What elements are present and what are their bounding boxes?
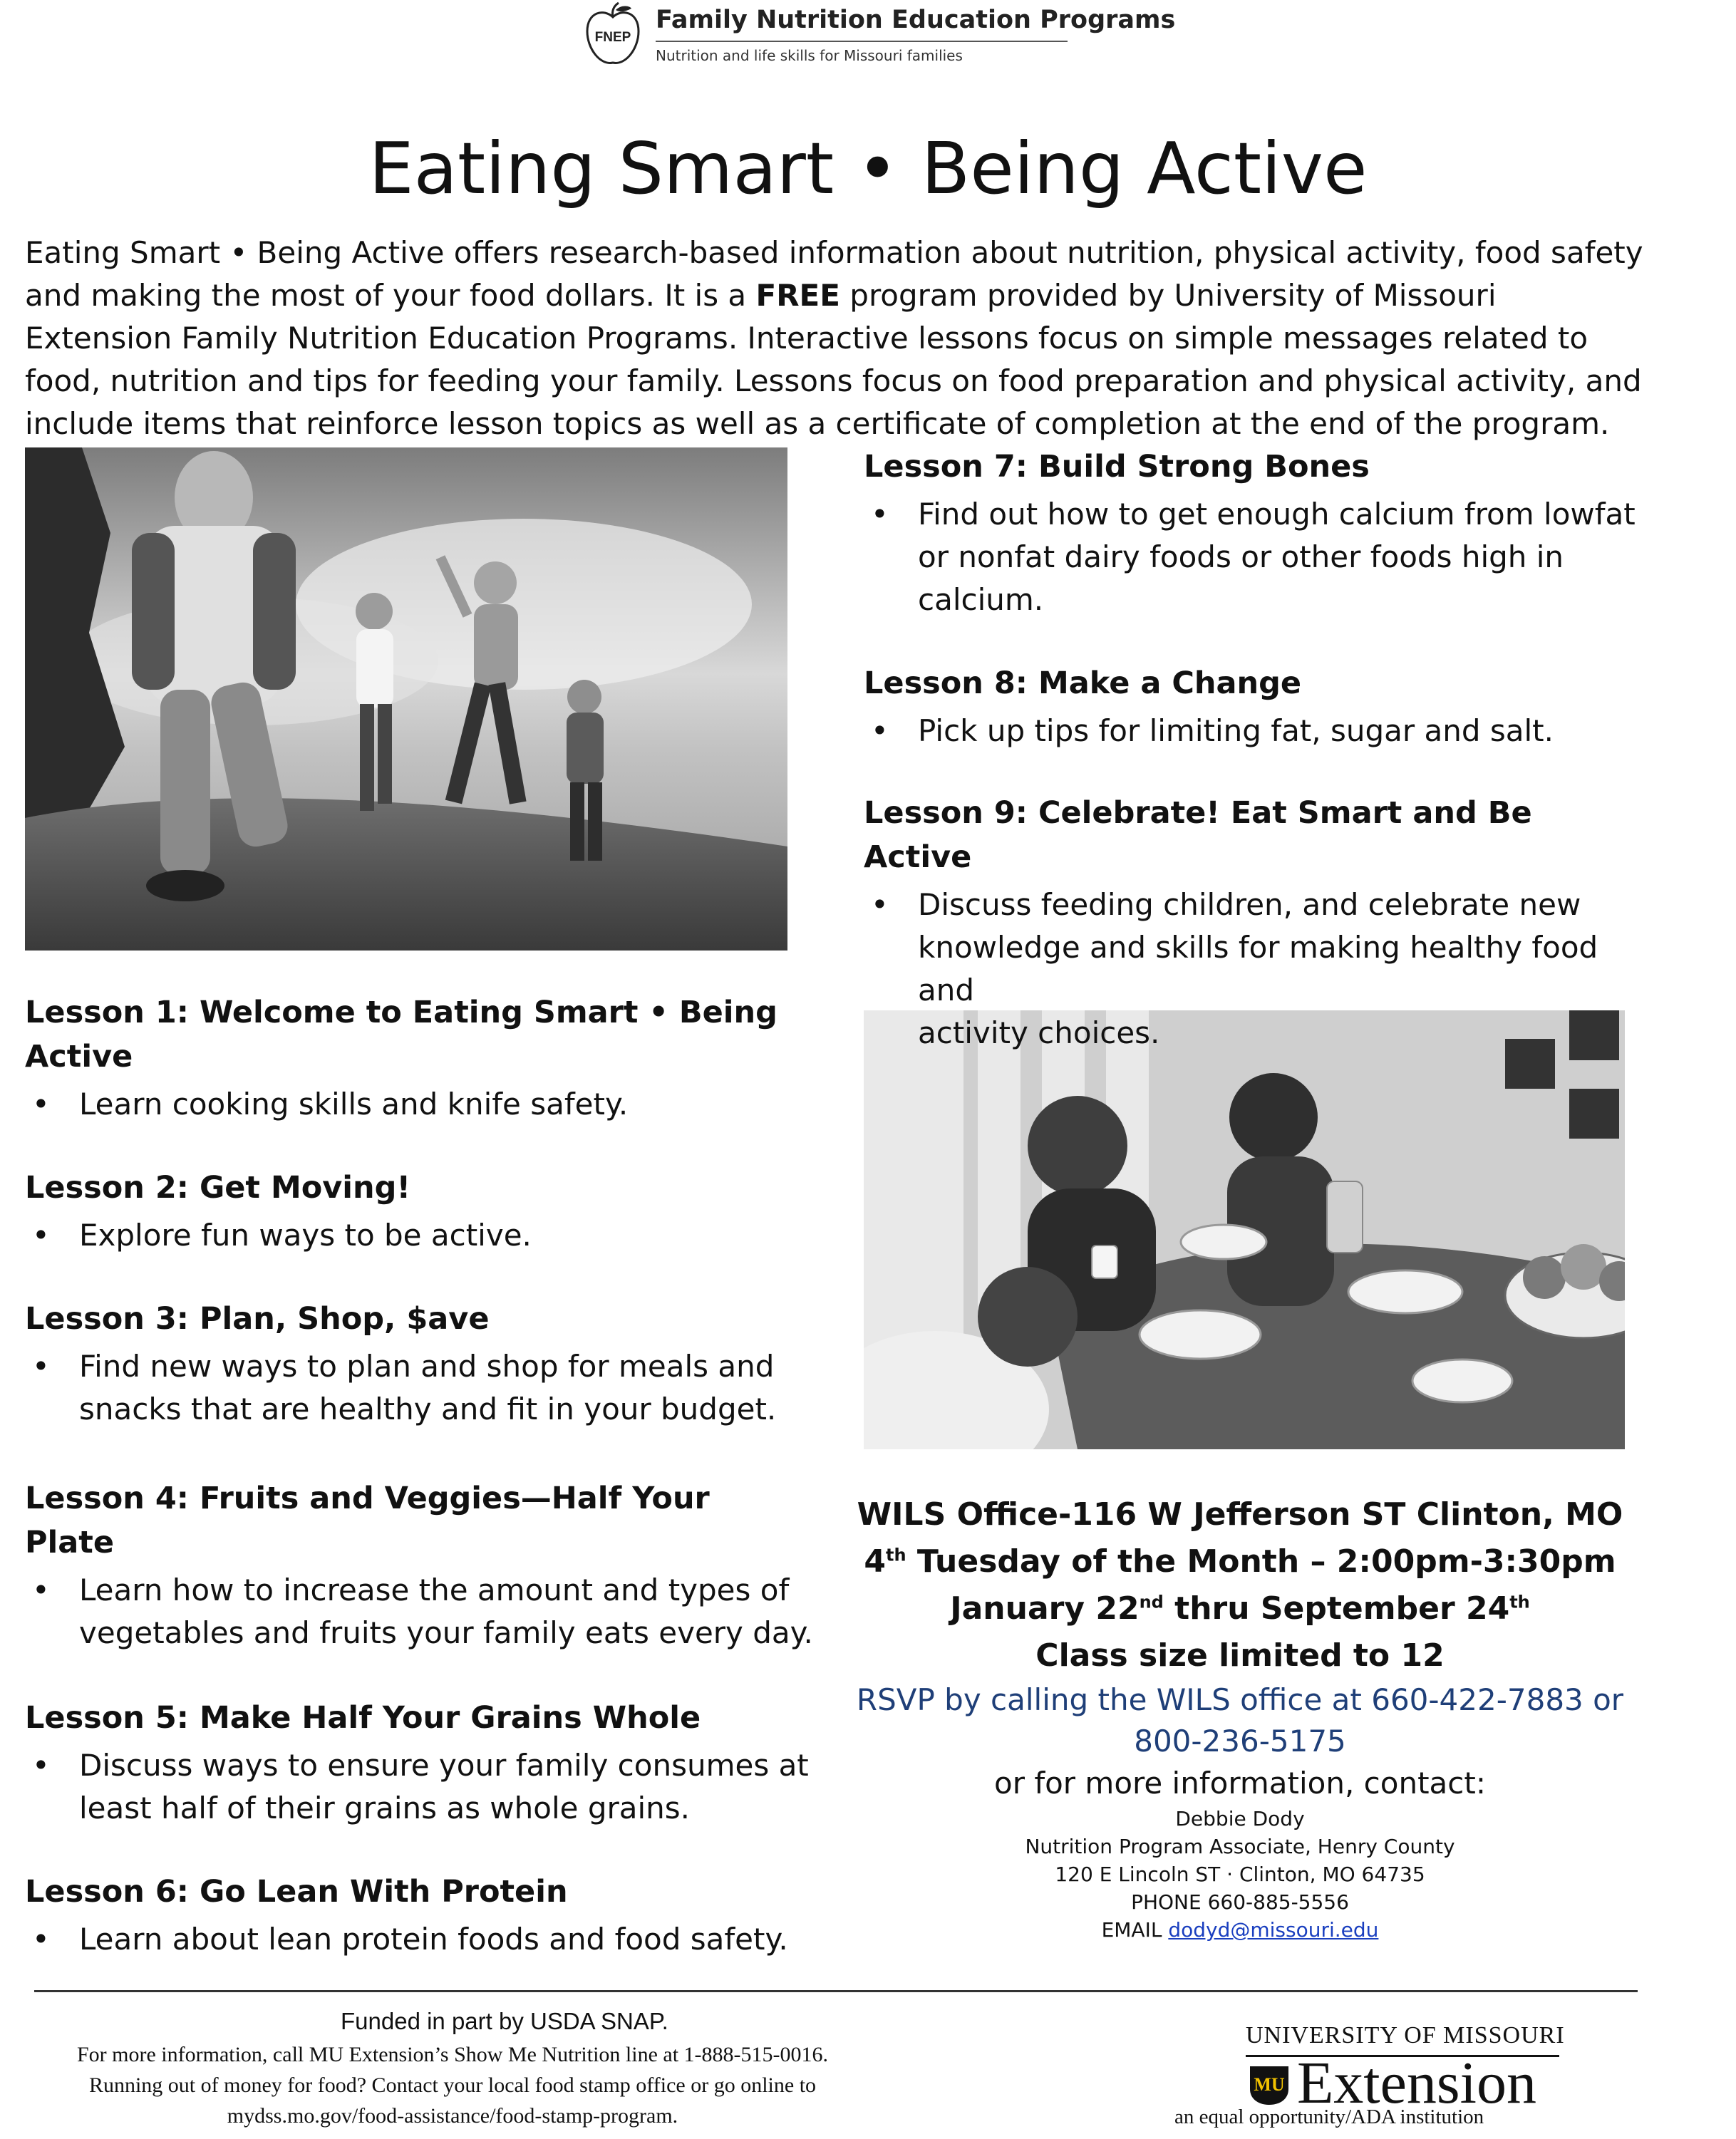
mu-tiger-icon xyxy=(1249,2065,1290,2106)
schedule-text: Tuesday of the Month – 2:00pm-3:30pm xyxy=(906,1543,1616,1580)
lesson-title: Lesson 9: Celebrate! Eat Smart and Be xyxy=(864,795,1532,831)
bullet-text: Discuss feeding children, and celebrate new xyxy=(918,887,1581,922)
dates-start-suffix: nd xyxy=(1139,1592,1164,1612)
lesson-2 xyxy=(25,1166,837,1257)
event-location: WILS Office-116 W Jefferson ST Clinton, MO xyxy=(857,1496,1623,1533)
bullet-text: or nonfat dairy foods or other foods high in xyxy=(918,539,1564,574)
event-dates xyxy=(855,1585,1625,1632)
bullet-icon: • xyxy=(871,887,889,922)
lesson-bullet xyxy=(25,1214,837,1257)
intro-paragraph xyxy=(25,232,1643,445)
bullet-icon: • xyxy=(871,497,889,532)
bullet-icon: • xyxy=(32,1748,50,1783)
header-rule xyxy=(656,41,1068,42)
schedule-number: 4 xyxy=(864,1543,886,1580)
lesson-title: Lesson 5: Make Half Your Grains Whole xyxy=(25,1700,701,1736)
intro-line xyxy=(25,274,1614,317)
schedule-suffix: th xyxy=(886,1545,906,1565)
bullet-text: Learn cooking skills and knife safety. xyxy=(79,1087,629,1122)
event-details xyxy=(855,1491,1625,1944)
lesson-title: Lesson 2: Get Moving! xyxy=(25,1170,411,1206)
bullet-icon: • xyxy=(32,1922,50,1957)
intro-line: include items that reinforce lesson topics as well as a certificate of completion at the end of the program. xyxy=(25,406,1610,441)
intro-line: food, nutrition and tips for feeding your family. Lessons focus on food preparation and physical activity, and xyxy=(25,363,1642,398)
rsvp-line: RSVP by calling the WILS office at 660-422-7883 or xyxy=(856,1682,1624,1717)
footer-line: For more information, call MU Extension’s Show Me Nutrition line at 1-888-515-0016. xyxy=(76,2043,829,2066)
bullet-text: vegetables and fruits your family eats every day. xyxy=(79,1615,813,1650)
bullet-icon: • xyxy=(32,1349,50,1384)
intro-line-2-head: and making the most of your food dollars. It is a xyxy=(25,278,756,313)
lesson-9 xyxy=(864,791,1655,1055)
dates-end: thru September 24 xyxy=(1163,1590,1510,1627)
lesson-title: Lesson 4: Fruits and Veggies—Half Your xyxy=(25,1481,710,1516)
lesson-bullet xyxy=(864,493,1655,621)
lesson-bullet xyxy=(25,1918,837,1961)
email-label: EMAIL xyxy=(1101,1918,1169,1942)
bullet-text: Pick up tips for limiting fat, sugar and salt. xyxy=(918,713,1554,748)
bullet-text: least half of their grains as whole grains. xyxy=(79,1791,691,1825)
lesson-title: Lesson 6: Go Lean With Protein xyxy=(25,1874,568,1910)
lesson-title: Lesson 1: Welcome to Eating Smart • Being xyxy=(25,995,777,1030)
footer-link-text: mydss.mo.gov/food-assistance/food-stamp-program. xyxy=(227,2104,678,2128)
lesson-bullet xyxy=(25,1569,837,1654)
lesson-bullet xyxy=(25,1744,837,1830)
bullet-text: Learn about lean protein foods and food safety. xyxy=(79,1922,788,1957)
intro-line: Extension Family Nutrition Education Programs. Interactive lessons focus on simple messages related to xyxy=(25,321,1588,356)
lesson-4 xyxy=(25,1476,837,1654)
lesson-6 xyxy=(25,1870,837,1961)
lesson-title: Lesson 8: Make a Change xyxy=(864,665,1302,701)
kids-running-photo xyxy=(25,447,787,951)
logo-text: FNEP xyxy=(594,30,631,45)
lesson-5 xyxy=(25,1696,837,1830)
lesson-bullet xyxy=(864,710,1655,752)
bullet-text: activity choices. xyxy=(918,1015,1160,1050)
bullet-text: Find out how to get enough calcium from lowfat xyxy=(918,497,1636,532)
footer-rule xyxy=(34,1990,1638,1992)
lesson-title: Lesson 7: Build Strong Bones xyxy=(864,449,1370,485)
bullet-icon: • xyxy=(871,713,889,748)
class-size: Class size limited to 12 xyxy=(1035,1637,1445,1674)
tiger-letters: MU xyxy=(1254,2074,1285,2095)
lesson-bullet xyxy=(25,1345,837,1431)
footer-line: Running out of money for food? Contact your local food stamp office or go online to xyxy=(88,2073,817,2097)
contact-name: Debbie Dody xyxy=(1175,1807,1305,1830)
bullet-text: Explore fun ways to be active. xyxy=(79,1218,532,1253)
lesson-bullet xyxy=(25,1083,837,1126)
lesson-title: Lesson 3: Plan, Shop, $ave xyxy=(25,1301,490,1337)
bullet-text: calcium. xyxy=(918,582,1044,617)
lesson-bullet xyxy=(864,884,1655,1055)
bullet-icon: • xyxy=(32,1218,50,1253)
event-schedule xyxy=(855,1538,1625,1585)
fnep-apple-logo xyxy=(579,1,647,70)
footer-info xyxy=(25,2039,880,2131)
contact-phone: PHONE 660-885-5556 xyxy=(1131,1890,1349,1914)
lesson-title-cont: Plate xyxy=(25,1525,114,1560)
lesson-3 xyxy=(25,1297,837,1431)
bullet-text: knowledge and skills for making healthy food and xyxy=(918,930,1598,1008)
contact-title: Nutrition Program Associate, Henry County xyxy=(1025,1835,1455,1858)
lesson-title-cont: Active xyxy=(25,1039,133,1074)
bullet-icon: • xyxy=(32,1087,50,1122)
dates-end-suffix: th xyxy=(1509,1592,1530,1612)
intro-line-2-tail: program provided by University of Missouri xyxy=(839,278,1497,313)
lesson-1 xyxy=(25,990,837,1126)
bullet-text: Discuss ways to ensure your family consumes at xyxy=(79,1748,809,1783)
org-name: Family Nutrition Education Programs xyxy=(656,6,1176,34)
funded-by: Funded in part by USDA SNAP. xyxy=(341,2008,668,2034)
more-info-label: or for more information, contact: xyxy=(994,1766,1486,1801)
equal-opportunity: an equal opportunity/ADA institution xyxy=(1174,2106,1484,2128)
family-meal-photo xyxy=(864,1010,1625,1449)
contact-email-row xyxy=(855,1916,1625,1944)
dates-start: January 22 xyxy=(950,1590,1140,1627)
contact-address: 120 E Lincoln ST · Clinton, MO 64735 xyxy=(1055,1863,1425,1886)
free-word: FREE xyxy=(755,278,840,313)
lesson-7 xyxy=(864,445,1655,621)
bullet-text: Find new ways to plan and shop for meals and xyxy=(79,1349,775,1384)
lesson-title-cont: Active xyxy=(864,839,972,875)
bullet-text: snacks that are healthy and fit in your budget. xyxy=(79,1392,777,1426)
page-title: Eating Smart • Being Active xyxy=(368,127,1368,210)
rsvp-phone: 800-236-5175 xyxy=(1134,1724,1346,1759)
bullet-text: Learn how to increase the amount and types of xyxy=(79,1573,790,1607)
contact-email-link[interactable]: dodyd@missouri.edu xyxy=(1168,1918,1379,1942)
university-name: UNIVERSITY OF MISSOURI xyxy=(1246,2022,1565,2049)
bullet-icon: • xyxy=(32,1573,50,1607)
intro-line: Eating Smart • Being Active offers research-based information about nutrition, physical activity, food safety xyxy=(25,235,1643,270)
lesson-8 xyxy=(864,661,1655,752)
org-tagline: Nutrition and life skills for Missouri families xyxy=(656,47,963,64)
extension-wordmark: Extension xyxy=(1297,2050,1536,2116)
